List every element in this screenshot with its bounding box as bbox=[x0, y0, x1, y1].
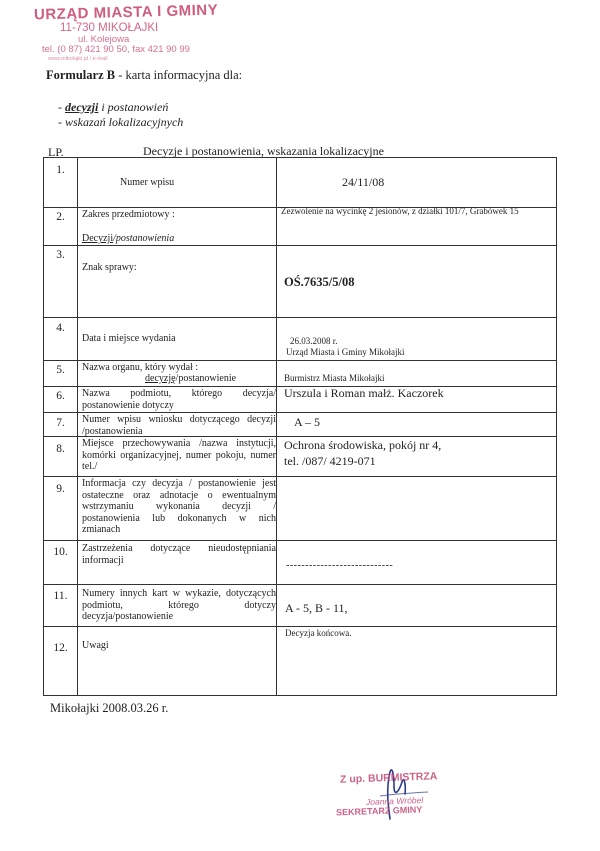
row-number: 7. bbox=[56, 417, 65, 429]
row-label-organ: decyzję/postanowienie bbox=[145, 373, 237, 384]
table-title: Decyzje i postanowienia, wskazania lokalizacyjne bbox=[143, 144, 384, 158]
stamp-postal-code: 11-730 MIKOŁAJKI bbox=[60, 22, 159, 34]
decisions-underlined: decyzji bbox=[65, 100, 99, 114]
row-label: Miejsce przechowywania /nazwa instytucji, komórki organizacyjnej, numer pokoju, numer tel./ bbox=[82, 438, 276, 472]
bullet-locations: - wskazań lokalizacyjnych bbox=[58, 115, 184, 129]
row-value: ---------------------------- bbox=[286, 560, 394, 571]
row-value: Decyzja końcowa. bbox=[285, 628, 352, 638]
lp-header: LP. bbox=[48, 145, 64, 159]
row-divider bbox=[44, 245, 556, 246]
signature-stamp-name: Joanna Wróbel bbox=[365, 795, 424, 807]
stamp-phone: tel. (0 87) 421 90 50, fax 421 90 99 bbox=[42, 44, 190, 55]
row-label: Data i miejsce wydania bbox=[82, 333, 176, 344]
form-letter: B bbox=[106, 68, 116, 82]
row-divider bbox=[44, 476, 556, 477]
row-number: 2. bbox=[56, 211, 65, 223]
stamp-office-name: URZĄD MIASTA I GMINY bbox=[33, 1, 219, 24]
row-label: Zastrzeżenia dotyczące nieudostępniania informacji bbox=[82, 543, 276, 566]
row-label: Znak sprawy: bbox=[82, 262, 137, 273]
row-divider bbox=[44, 540, 556, 541]
info-table bbox=[43, 157, 557, 696]
row-label: Numer wpisu wniosku dotyczącego decyzji /postanowienia bbox=[82, 414, 276, 437]
row-value: Zezwolenie na wycinkę 2 jesionów, z działki 101/7, Grabówek 15 bbox=[281, 206, 519, 216]
row-number: 5. bbox=[56, 364, 65, 376]
form-subtitle: - karta informacyjna dla: bbox=[118, 68, 243, 82]
row-label-scope: Decyzji/postanowienia bbox=[82, 233, 175, 244]
row-label: Nazwa podmiotu, którego decyzja/ postanowienie dotyczy bbox=[82, 388, 276, 411]
row-value: 26.03.2008 r. bbox=[290, 336, 338, 346]
row-divider bbox=[44, 360, 556, 361]
row-number: 11. bbox=[53, 590, 68, 602]
column-divider-value bbox=[276, 158, 277, 695]
stamp-street: ul. Kolejowa bbox=[78, 34, 130, 45]
row-value: A - 5, B - 11, bbox=[285, 601, 348, 615]
row-divider bbox=[44, 412, 556, 413]
form-label: Formularz bbox=[46, 68, 104, 82]
signature-stamp-title: SEKRETARZ GMINY bbox=[335, 804, 423, 818]
row-number: 6. bbox=[56, 390, 65, 402]
row-divider bbox=[44, 584, 556, 585]
row-label: Informacja czy decyzja / postanowienie jest ostateczne oraz adnotacje o ewentualnym wstrzymaniu wykonania decyzji / postanowienia lub dokonanych w nich zmianach bbox=[82, 478, 276, 535]
row-value-phone: tel. /087/ 4219-071 bbox=[284, 454, 376, 468]
row-value-place: Urząd Miasta i Gminy Mikołajki bbox=[286, 347, 405, 357]
column-divider-lp bbox=[77, 158, 78, 695]
row-label: Numer wpisu bbox=[120, 177, 175, 188]
stamp-web: www.mikolajki.pl / e-mail bbox=[48, 56, 108, 62]
row-value: Burmistrz Miasta Mikołajki bbox=[284, 373, 385, 383]
row-number: 4. bbox=[56, 322, 65, 334]
document-date: Mikołajki 2008.03.26 r. bbox=[50, 701, 169, 715]
row-label: Zakres przedmiotowy : bbox=[82, 209, 175, 220]
row-value: A – 5 bbox=[294, 415, 321, 429]
row-number: 9. bbox=[56, 483, 65, 495]
row-label: Numery innych kart w wykazie, dotyczących podmiotu, którego dotyczy decyzja/postanowienie bbox=[82, 588, 276, 622]
row-label: Uwagi bbox=[82, 640, 109, 651]
row-number: 10. bbox=[53, 546, 68, 558]
row-label: Nazwa organu, który wydał : bbox=[82, 362, 199, 373]
row-value: 24/11/08 bbox=[342, 175, 385, 189]
row-number: 3. bbox=[56, 249, 65, 261]
form-title bbox=[46, 68, 242, 83]
row-divider bbox=[44, 317, 556, 318]
row-value: Ochrona środowiska, pokój nr 4, bbox=[284, 438, 442, 452]
row-value: OŚ.7635/5/08 bbox=[284, 275, 355, 289]
bullet-decisions: - decyzji i postanowień bbox=[58, 100, 169, 114]
row-number: 8. bbox=[56, 443, 65, 455]
row-number: 12. bbox=[53, 642, 68, 654]
row-value: Urszula i Roman małż. Kaczorek bbox=[284, 386, 444, 400]
signature-stamp-authority: Z up. BURMISTRZA bbox=[339, 770, 438, 786]
row-number: 1. bbox=[56, 164, 65, 176]
